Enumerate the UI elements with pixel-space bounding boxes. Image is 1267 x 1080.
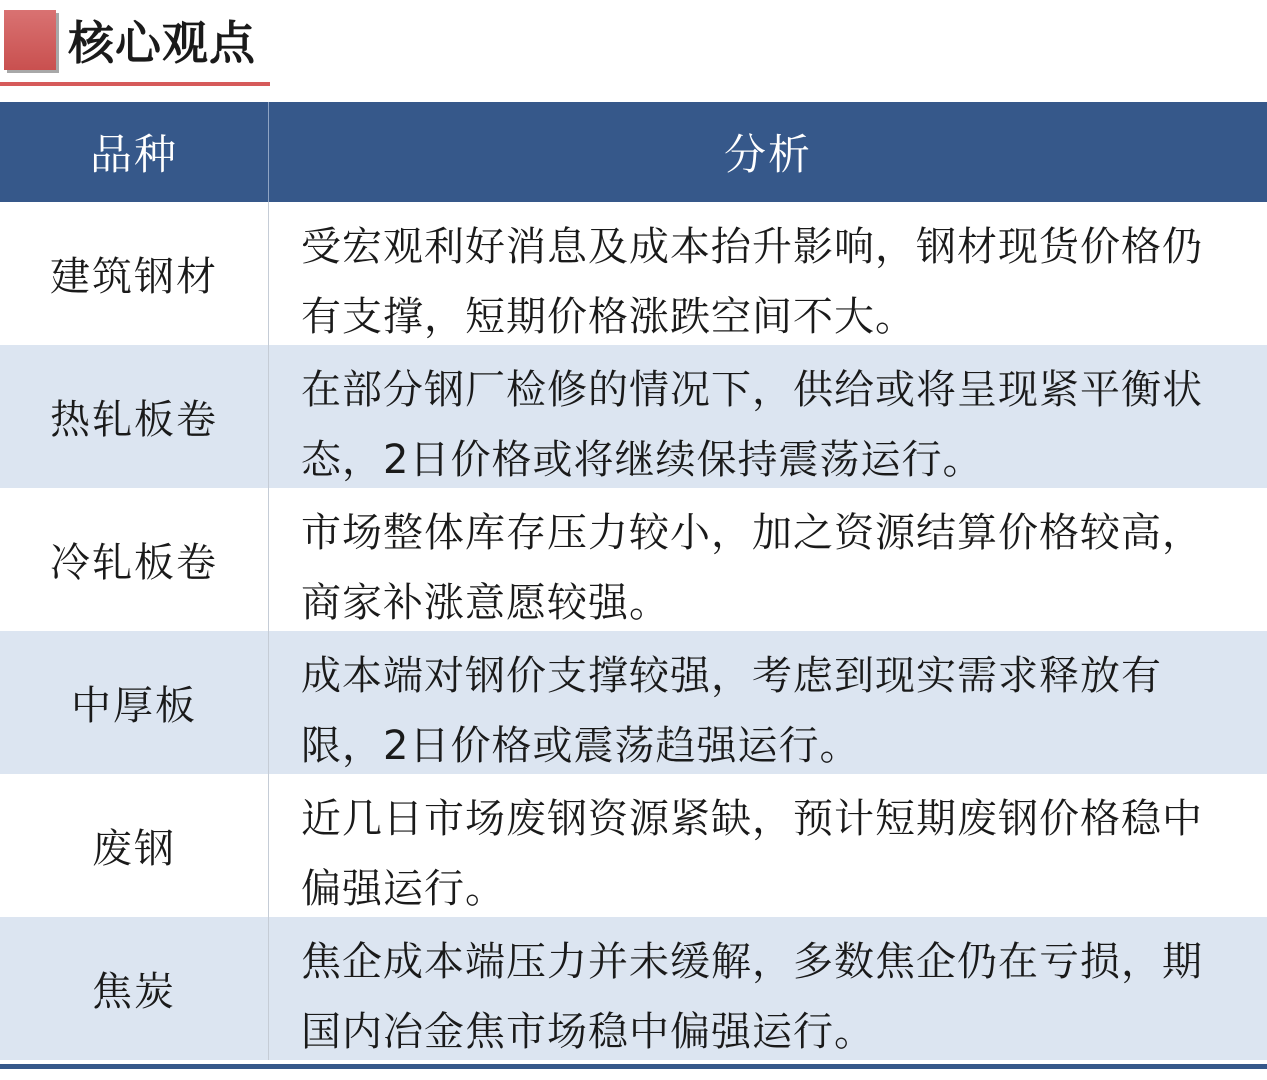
title-underline [0,82,270,86]
analysis-cell: 近几日市场废钢资源紧缺，预计短期废钢价格稳中偏强运行。 [301,796,1203,912]
section-accent-marker [4,10,56,70]
section-header [0,0,1267,100]
variety-cell: 冷轧板卷 [0,488,269,631]
table-row [0,917,1267,1060]
analysis-table [0,102,1267,1060]
header-analysis: 分析 [723,130,812,179]
variety-cell: 建筑钢材 [0,202,269,345]
analysis-cell: 焦企成本端压力并未缓解，多数焦企仍在亏损，期国内冶金焦市场稳中偏强运行。 [301,939,1203,1055]
table-row [0,202,1267,345]
table-row [0,774,1267,917]
section-title: 核心观点 [68,16,256,70]
table-row [0,631,1267,774]
table-row [0,345,1267,488]
table-bottom-rule [0,1064,1267,1069]
table-header-row [0,102,1267,202]
variety-cell: 中厚板 [0,631,269,774]
analysis-cell: 受宏观利好消息及成本抬升影响，钢材现货价格仍有支撑，短期价格涨跌空间不大。 [301,224,1203,340]
variety-cell: 焦炭 [0,917,269,1060]
analysis-cell: 在部分钢厂检修的情况下，供给或将呈现紧平衡状态，2日价格或将继续保持震荡运行。 [301,367,1203,483]
header-variety: 品种 [0,102,269,202]
variety-cell: 热轧板卷 [0,345,269,488]
table-row [0,488,1267,631]
analysis-cell: 成本端对钢价支撑较强，考虑到现实需求释放有限，2日价格或震荡趋强运行。 [301,653,1162,769]
variety-cell: 废钢 [0,774,269,917]
analysis-cell: 市场整体库存压力较小，加之资源结算价格较高，商家补涨意愿较强。 [301,510,1203,626]
